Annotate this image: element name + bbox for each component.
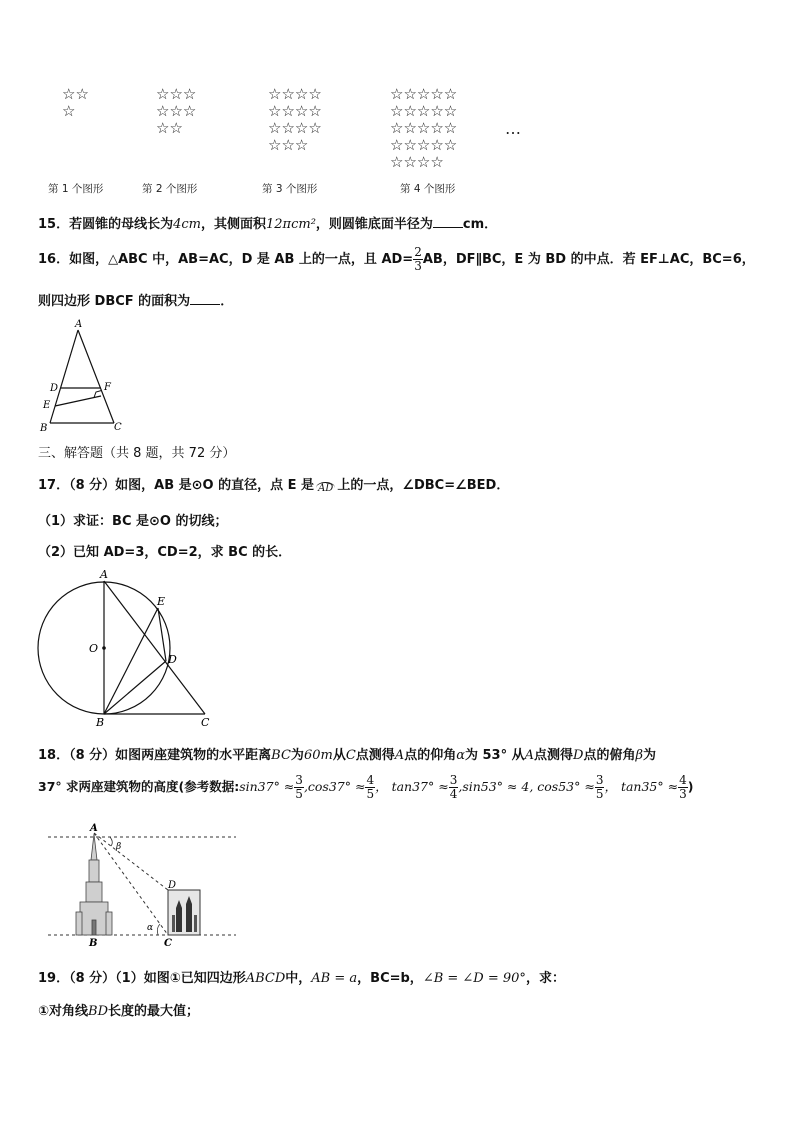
question-18-line-2 <box>38 774 693 801</box>
fraction-numerator: 2 <box>414 245 422 259</box>
label-C: C <box>164 938 172 949</box>
circle-figure-q17 <box>30 566 220 728</box>
q18-text: ) <box>687 779 694 794</box>
q17-stem-b: 上的一点，∠DBC=∠BED． <box>337 478 510 493</box>
fraction-denominator: 5 <box>295 787 303 801</box>
star-pattern-3 <box>268 86 322 154</box>
q18-text: 为 53° 从 <box>464 748 525 763</box>
label-C: C <box>201 716 210 728</box>
section-heading: 三、解答题（共 8 题，共 72 分） <box>38 446 236 461</box>
label-E: E <box>43 400 51 411</box>
q18-text: 为 <box>643 748 657 763</box>
triangle-figure-q16 <box>34 318 134 434</box>
q15-length: 4cm <box>173 217 201 232</box>
label-A: A <box>100 568 108 581</box>
star-row: ☆☆☆☆☆ <box>390 102 458 120</box>
q18-sin53-cos53: ,sin53° ≈ 4, cos53° ≈ <box>458 779 595 794</box>
star-pattern-1 <box>62 86 89 120</box>
q19-text: 长度的最大值； <box>108 1004 200 1019</box>
answer-blank <box>433 215 463 228</box>
q18-var-a: A <box>394 748 405 763</box>
q18-cos37: ,cos37° ≈ <box>303 779 366 794</box>
q19-var-bd: BD <box>88 1004 108 1019</box>
q19-text: ①对角线 <box>38 1004 89 1019</box>
question-19-line-2 <box>38 1000 199 1019</box>
q18-text: 点的俯角 <box>583 748 636 763</box>
label-D: D <box>50 383 59 394</box>
star-row: ☆☆☆☆☆ <box>390 136 458 154</box>
label-A: A <box>75 319 83 330</box>
q18-var-d: D <box>573 748 584 763</box>
star-row: ☆☆☆☆☆ <box>390 119 458 137</box>
star-row: ☆☆☆☆ <box>268 119 322 137</box>
fraction-numerator: 3 <box>595 773 604 787</box>
q15-unit: cm． <box>462 217 498 232</box>
q18-text: 18．（8 分）如图两座建筑物的水平距离 <box>38 748 272 763</box>
label-A: A <box>90 823 98 834</box>
star-row: ☆☆☆☆ <box>268 85 322 103</box>
q18-var-bc: BC <box>271 748 291 763</box>
star-row: ☆ <box>62 102 76 120</box>
pattern-caption-4: 第 4 个图形 <box>400 183 456 195</box>
q19-text: ，BC=b， <box>357 971 423 986</box>
question-17-part-1: （1）求证：BC 是⊙O 的切线； <box>38 514 228 529</box>
q18-text: 37° 求两座建筑物的高度(参考数据: <box>38 779 240 794</box>
q19-ab: AB = a <box>311 971 358 986</box>
q18-var-alpha: α <box>456 748 465 763</box>
star-pattern-4 <box>390 86 457 171</box>
pattern-caption-1: 第 1 个图形 <box>48 183 104 195</box>
fraction-denominator: 4 <box>449 787 458 801</box>
star-row: ☆☆☆ <box>268 136 309 154</box>
label-C: C <box>114 422 122 433</box>
q18-text: 点测得 <box>355 748 395 763</box>
q18-sin37: sin37° ≈ <box>239 779 295 794</box>
tall-building-icon <box>76 834 112 935</box>
label-D: D <box>168 653 177 666</box>
q18-tan35: ， tan35° ≈ <box>604 779 679 794</box>
label-F: F <box>104 382 111 393</box>
q15-area: 12πcm² <box>266 217 316 232</box>
pattern-caption-3: 第 3 个图形 <box>262 183 318 195</box>
ellipsis: … <box>505 119 521 138</box>
question-15 <box>38 213 497 232</box>
arc-AD: AD <box>318 483 334 494</box>
q19-text: ，求： <box>525 971 565 986</box>
fraction <box>294 774 304 801</box>
fraction-two-thirds <box>413 246 423 273</box>
answer-blank <box>190 292 220 305</box>
fraction-denominator: 5 <box>366 787 375 801</box>
fraction <box>365 774 375 801</box>
question-18-line-1 <box>38 744 656 763</box>
q16-line2-end: ． <box>220 294 234 309</box>
star-row: ☆☆☆☆ <box>268 102 322 120</box>
q18-text: 从 <box>332 748 346 763</box>
star-pattern-2 <box>156 86 196 137</box>
star-row: ☆☆ <box>156 119 183 137</box>
label-E: E <box>157 595 166 608</box>
q16-text-a: 16．如图，△ABC 中，AB=AC，D 是 AB 上的一点，且 AD= <box>38 252 414 267</box>
star-row: ☆☆☆☆☆ <box>390 85 458 103</box>
fraction-denominator: 3 <box>679 787 687 801</box>
fraction-numerator: 4 <box>679 773 687 787</box>
short-building-icon <box>168 890 200 935</box>
label-B: B <box>40 423 48 434</box>
label-B: B <box>89 938 98 949</box>
q16-text-b: AB，DF∥BC，E 为 BD 的中点．若 EF⊥AC，BC=6， <box>422 252 755 267</box>
question-16-line-2 <box>38 290 233 309</box>
fraction-denominator: 5 <box>595 787 604 801</box>
q18-text: 点测得 <box>534 748 574 763</box>
q18-var-beta: β <box>635 748 644 763</box>
label-alpha: α <box>147 923 154 933</box>
fraction-denominator: 3 <box>414 259 422 273</box>
question-17-stem <box>38 474 509 493</box>
star-row: ☆☆☆ <box>156 102 197 120</box>
star-row: ☆☆ <box>62 85 89 103</box>
label-O: O <box>89 642 99 655</box>
star-row: ☆☆☆☆ <box>390 153 444 171</box>
q17-stem-a: 17．（8 分）如图，AB 是⊙O 的直径，点 E 是 <box>38 478 315 493</box>
q19-text: 19．（8 分）（1）如图①已知四边形 <box>38 971 246 986</box>
fraction <box>678 774 688 801</box>
buildings-figure-q18 <box>44 820 244 950</box>
q19-angle: ∠B = ∠D = 90° <box>422 971 526 986</box>
q19-text: 中， <box>285 971 312 986</box>
label-D: D <box>168 880 177 891</box>
q19-var-abcd: ABCD <box>245 971 286 986</box>
pattern-caption-2: 第 2 个图形 <box>142 183 198 195</box>
fraction-numerator: 4 <box>366 773 375 787</box>
q15-prefix: 15．若圆锥的母线长为 <box>38 217 174 232</box>
q18-var-a: A <box>524 748 535 763</box>
label-beta: β <box>116 842 122 852</box>
fraction-numerator: 3 <box>449 773 458 787</box>
q15-suffix: ，则圆锥底面半径为 <box>315 217 433 232</box>
question-17-part-2: （2）已知 AD=3，CD=2，求 BC 的长． <box>38 545 292 560</box>
fraction-numerator: 3 <box>295 773 303 787</box>
label-B: B <box>96 716 105 728</box>
star-row: ☆☆☆ <box>156 85 197 103</box>
question-19-line-1 <box>38 967 565 986</box>
q15-mid: ，其侧面积 <box>200 217 266 232</box>
q18-distance: 60m <box>303 748 333 763</box>
question-16-line-1 <box>38 246 755 273</box>
q18-text: 点的仰角 <box>404 748 457 763</box>
q18-var-c: C <box>345 748 356 763</box>
q18-text: 为 <box>290 748 304 763</box>
q18-tan37: ， tan37° ≈ <box>375 779 449 794</box>
q16-line2: 则四边形 DBCF 的面积为 <box>38 294 191 309</box>
fraction <box>449 774 459 801</box>
